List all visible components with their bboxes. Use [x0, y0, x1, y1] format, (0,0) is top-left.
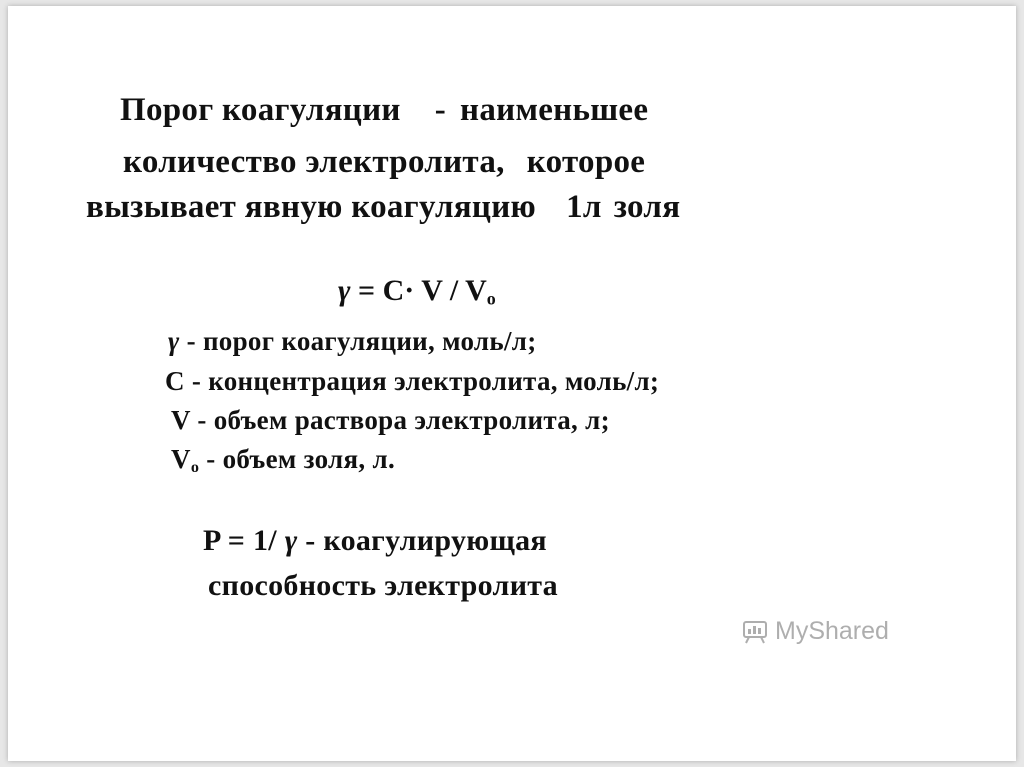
myshared-logo-icon — [742, 619, 768, 645]
legend-sol-subscript: o — [190, 458, 200, 477]
definition-line2-a: количество электролита, — [123, 144, 505, 180]
definition-line1-rest: наименьшее — [460, 92, 649, 128]
power-gamma: γ — [284, 524, 298, 557]
legend-concentration — [165, 366, 659, 397]
legend-sol-volume — [171, 444, 395, 477]
legend-sol-text: - объем золя, л. — [199, 444, 395, 474]
formula-gamma: γ — [338, 274, 351, 307]
legend-sol-symbol: V — [171, 444, 191, 474]
legend-volume-text: V - объем раствора электролита, л; — [171, 405, 610, 435]
watermark-text: MyShared — [775, 617, 889, 645]
formula-subscript: o — [486, 288, 496, 309]
definition-line3-a: вызывает явную коагуляцию — [86, 189, 537, 225]
definition-line2-b: которое — [526, 144, 646, 180]
power-rest: - коагулирующая — [297, 524, 547, 557]
power-lhs: P = 1/ — [203, 524, 285, 557]
power-line2: способность электролита — [208, 569, 558, 602]
formula-rhs: = C· V / V — [350, 274, 487, 307]
slide — [8, 6, 1016, 761]
legend-concentration-text: C - концентрация электролита, моль/л; — [165, 366, 660, 396]
definition-line-1 — [120, 92, 648, 129]
legend-gamma-symbol: γ — [168, 326, 180, 356]
definition-line-3 — [86, 189, 680, 226]
legend-gamma-text: - порог коагуляции, моль/л; — [179, 326, 537, 356]
threshold-formula — [338, 274, 496, 310]
coag-power-line-2 — [208, 569, 558, 603]
definition-line3-c: золя — [613, 189, 681, 225]
coag-power-line-1 — [203, 524, 547, 558]
definition-line3-b: 1л — [566, 189, 602, 225]
legend-gamma — [168, 326, 536, 357]
definition-line-2 — [123, 144, 645, 181]
legend-volume — [171, 405, 610, 436]
definition-dash: - — [434, 92, 447, 128]
myshared-watermark — [742, 617, 889, 646]
definition-term: Порог коагуляции — [120, 92, 401, 128]
